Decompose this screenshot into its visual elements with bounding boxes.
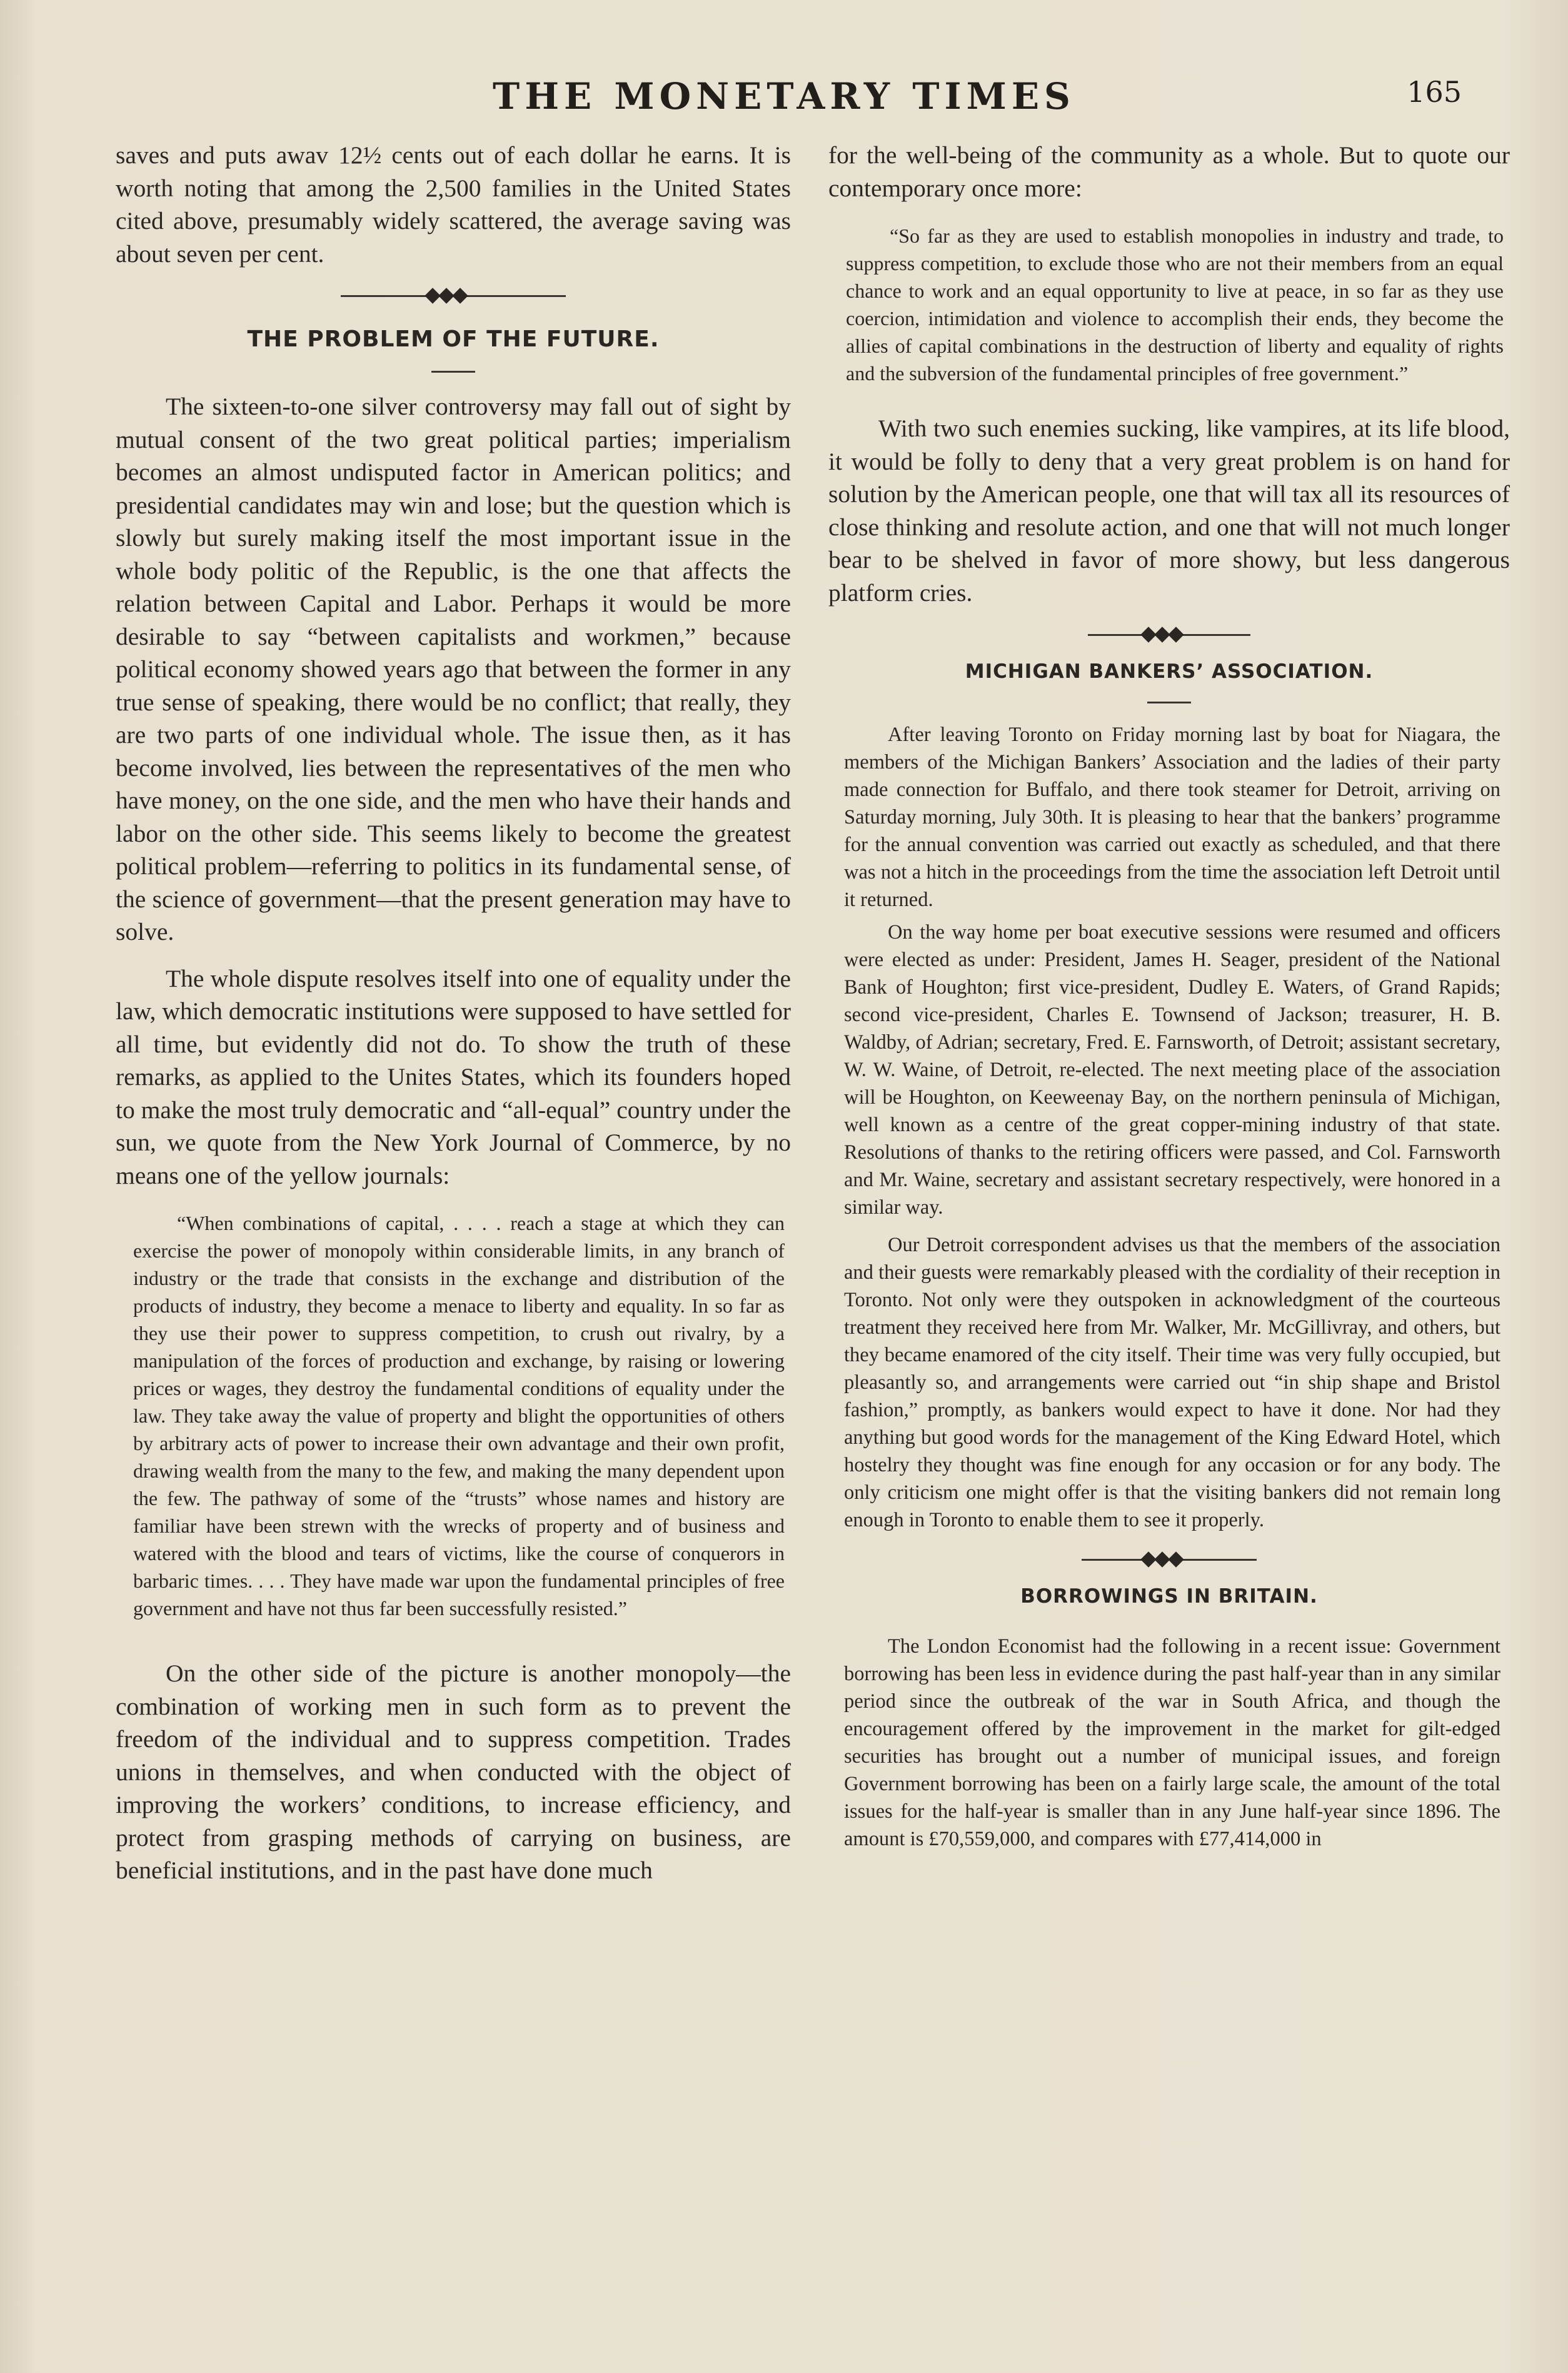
- block-quote: “When combinations of capital, . . . . reach a stage at which they can exercise the power of monopoly within considerable limits, in any branch of industry or the trade that consists in the exchange and distribution of the products of industry, they become a menace to liberty and equality. In so far as they use their power to suppress competition, to crush out rivalry, by a manipulation of the forces of production and exchange, by raising or lowering prices or wages, they destroy the fundamental conditions of equality under the law. They take away the value of property and blight the opportunities of others by arbitrary acts of power to increase their own advantage and their own profit, drawing wealth from the many to the few, and making the many dependent upon the few. The pathway of some of the “trusts” whose names and history are familiar have been strewn with the wrecks of property and of business and watered with the blood and tears of victims, like the course of conquerors in barbaric times. . . . They have made war upon the fundamental principles of free government and have not thus far been successfully resisted.”: [133, 1212, 785, 1620]
- intro-paragraph: saves and puts awav 12½ cents out of each dollar he earns. It is worth noting that among the 2,500 families in the United States cited above, presumably widely scattered, the average saving was about seven per cent.: [116, 141, 791, 268]
- page-header: [0, 75, 1568, 125]
- heading-rule: [1147, 702, 1191, 703]
- heading-rule: [431, 371, 475, 373]
- page-number: 165: [1407, 75, 1462, 109]
- section-divider: [1082, 1550, 1257, 1569]
- right-column: [828, 139, 1510, 1853]
- article-paragraph: After leaving Toronto on Friday morning last by boat for Niagara, the members of the Michigan Bankers’ Association and the ladies of their party made connection for Buffalo, and there took steamer for Detroit, arriving on Saturday morning, July 30th. It is pleasing to hear that the bankers’ programme for the annual convention was carried out exactly as scheduled, and that there was not a hitch in the proceedings from the time the association left Detroit until it returned.: [844, 723, 1500, 911]
- publication-title: THE MONETARY TIMES: [493, 75, 1075, 118]
- section-divider: [1088, 625, 1250, 644]
- left-column: [116, 139, 791, 1887]
- block-quote: “So far as they are used to establish monopolies in industry and trade, to suppress competition, to exclude those who are not their members from an equal chance to work and an equal opportunity to live at peace, in so far as they use coercion, intimidation and violence to accomplish their ends, they become the allies of capital combinations in the destruction of liberty and equality of rights and the subversion of the fundamental principles of free government.”: [846, 224, 1504, 385]
- article-paragraph: On the other side of the picture is another monopoly—the combination of working men in such form as to prevent the freedom of the individual and to suppress competition. Trades unions in themselves, and when conducted with the object of improving the workers’ conditions, to increase efficiency, and protect from grasping methods of carrying on business, are beneficial institutions, and in the past have done much: [116, 1660, 791, 1884]
- article-heading-michigan: MICHIGAN BANKERS’ ASSOCIATION.: [965, 660, 1374, 683]
- article-paragraph: for the well-being of the community as a whole. But to quote our contemporary once more:: [828, 141, 1510, 202]
- article-paragraph: Our Detroit correspondent advises us that the members of the association and their guests were remarkably pleased with the cordiality of their reception in Toronto. Not only were they outspoken in acknowledgment of the courteous treatment they received here from Mr. Walker, Mr. McGillivray, and others, but they became enamored of the city itself. Their time was very fully occupied, but pleasantly so, and arrangements were carried out “in ship shape and Bristol fashion,” promptly, as bankers would expect to have it done. Nor had they anything but good words for the management of the King Edward Hotel, which hostelry they thought was fine enough for any occasion or for any body. The only criticism one might offer is that the visiting bankers did not remain long enough in Toronto to enable them to see it properly.: [844, 1234, 1500, 1531]
- article-heading-problem: THE PROBLEM OF THE FUTURE.: [247, 326, 660, 352]
- article-heading-borrowings: BORROWINGS IN BRITAIN.: [1020, 1585, 1318, 1608]
- article-paragraph: On the way home per boat executive sessions were resumed and officers were elected as under: President, James H. Seager, president of the National Bank of Houghton; first vice-president, Dudley E. Waters, of Grand Rapids; second vice-president, Charles E. Townsend of Jackson; treasurer, H. B. Waldby, of Adrian; secretary, Fred. E. Farnsworth, of Detroit; assistant secretary, W. W. Waine, of Detroit, re-elected. The next meeting place of the association will be Houghton, on Keeweenay Bay, on the northern peninsula of Michigan, well known as a centre of the great copper-mining industry of that state. Resolutions of thanks to the retiring officers were passed, and Col. Farnsworth and Mr. Waine, secretary and assistant secretary respectively, were honored in a similar way.: [844, 921, 1500, 1219]
- article-paragraph: The whole dispute resolves itself into one of equality under the law, which democratic institutions were supposed to have settled for all time, but evidently did not do. To show the truth of these remarks, as applied to the Unites States, which its founders hoped to make the most truly democratic and “all-equal” country under the sun, we quote from the New York Journal of Commerce, by no means one of the yellow journals:: [116, 964, 791, 1189]
- section-divider: [341, 286, 566, 305]
- article-paragraph: The sixteen-to-one silver controversy may fall out of sight by mutual consent of the two great political parties; imperialism becomes an almost undisputed factor in American politics; and presidential candidates may win and lose; but the question which is slowly but surely making itself the most important issue in the whole body politic of the Republic, is the one that affects the relation between Capital and Labor. Perhaps it would be more desirable to say “between capitalists and workmen,” because political economy showed years ago that between the former in any true sense of speaking, there would be no conflict; that really, they are two parts of one individual whole. The issue then, as it has become involved, lies between the representatives of the men who have money, on the one side, and the men who have their hands and labor on the other side. This seems likely to become the greatest political problem—referring to politics in its fundamental sense, of the science of government—that the present generation may have to solve.: [116, 393, 791, 945]
- article-paragraph: With two such enemies sucking, like vampires, at its life blood, it would be folly to deny that a very great problem is on hand for solution by the American people, one that will tax all its resources of close thinking and resolute action, and one that will not much longer bear to be shelved in favor of more showy, but less dangerous platform cries.: [828, 415, 1510, 607]
- article-paragraph: The London Economist had the following in a recent issue: Government borrowing has been less in evidence during the past half-year than in any similar period since the outbreak of the war in South Africa, and though the encouragement offered by the improvement in the market for gilt-edged securities has brought out a number of municipal issues, and foreign Government borrowing has been on a fairly large scale, the amount of the total issues for the half-year is smaller than in any June half-year since 1896. The amount is £70,559,000, and compares with £77,414,000 in: [844, 1635, 1500, 1850]
